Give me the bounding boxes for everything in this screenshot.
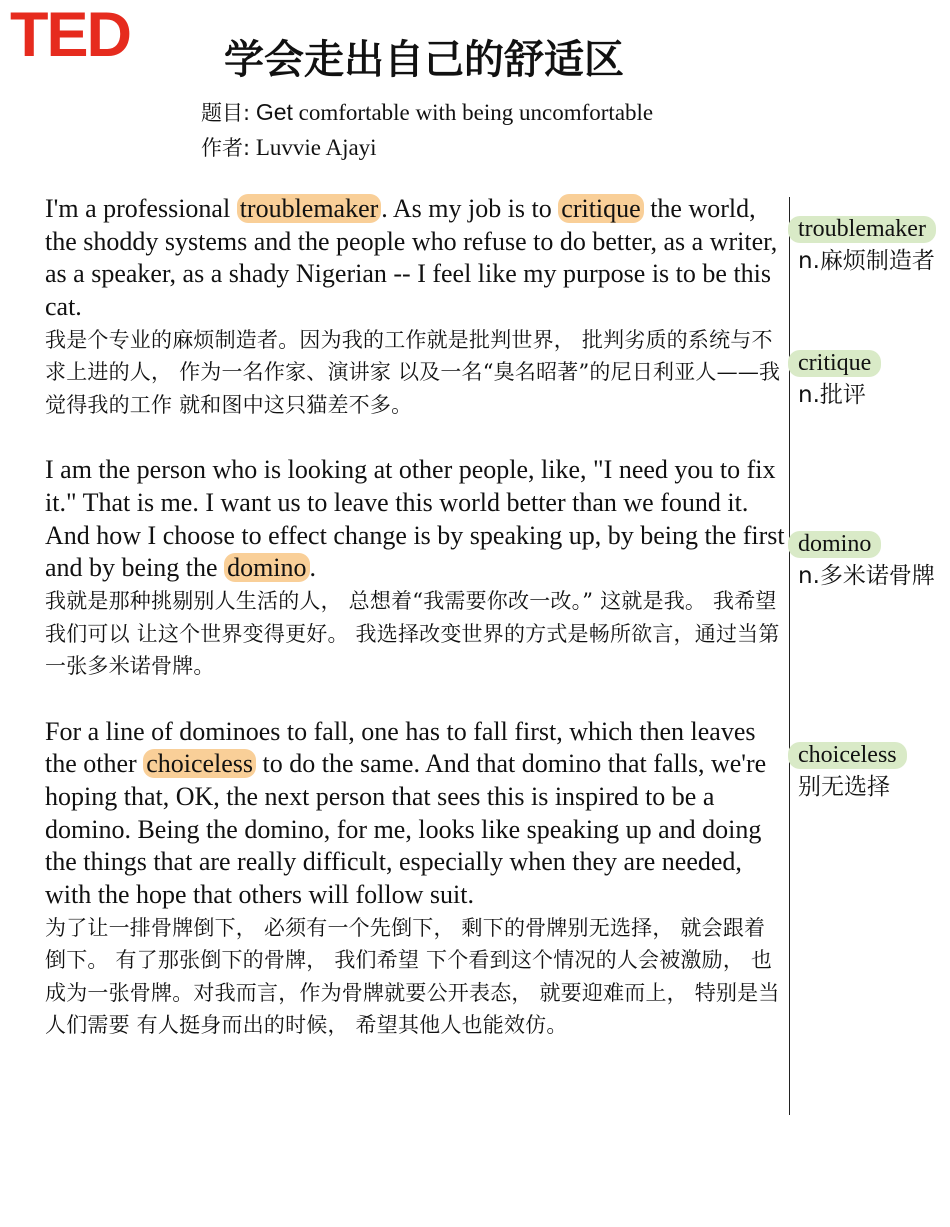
author-value: Luvvie Ajayi [255,135,377,160]
text-segment: . As my job is to [381,194,559,223]
topic-value: comfortable with being uncomfortable [298,100,654,125]
glossary-entry-choiceless [788,742,950,805]
glossary-definition: n.批评 [798,382,866,408]
text-segment: I am the person who is looking at other people, like, "I need you to fix it." That is me. I want us to leave this world better than we found it. And how I choose to effect change is by speaking up, by being the first and by being the [45,455,785,583]
highlight-troublemaker: troublemaker [237,194,382,223]
glossary-term: troublemaker [788,216,936,243]
glossary-term: choiceless [788,742,907,769]
glossary-entry-domino [788,531,950,594]
glossary-definition: n.多米诺骨牌 [798,563,935,589]
paragraph-3 [45,716,785,1042]
page-title: 学会走出自己的舒适区 [224,37,624,83]
text-segment: . [309,553,317,583]
glossary-term: domino [788,531,881,558]
text-segment: I'm a professional [45,194,237,223]
chinese-translation: 我就是那种挑剔别人生活的人， 总想着“我需要你改一改。” 这就是我。 我希望我们可以 让这个世界变得更好。 我选择改变世界的方式是畅所欲言，通过当第一张多米诺骨牌。 [45,589,780,679]
transcript [45,193,785,1075]
highlight-choiceless: choiceless [143,749,256,778]
highlight-domino: domino [224,553,309,582]
talk-author [201,133,377,163]
text-segment: the world, the shoddy systems and the people who refuse to do better, as a writer, as a speaker, as a shady Nigerian -- I feel like my purpose is to be this cat. [45,194,778,322]
english-text [45,454,785,585]
glossary-definition: n.麻烦制造者 [798,248,935,274]
glossary-entry-critique [788,350,950,413]
topic-value-first-word: Get [255,99,293,125]
paragraph-1 [45,193,785,421]
glossary-definition: 别无选择 [798,774,890,800]
glossary-term: critique [788,350,881,377]
author-label: 作者: [201,136,251,160]
glossary-entry-troublemaker [788,216,950,279]
ted-logo: TED [10,0,130,70]
chinese-translation: 为了让一排骨牌倒下， 必须有一个先倒下， 剩下的骨牌别无选择， 就会跟着倒下。 有了那张倒下的骨牌， 我们希望 下个看到这个情况的人会被激励， 也成为一张骨牌。对我而言，作为骨牌就要公开表态， 就要迎难而上， 特别是当人们需要 有人挺身而出的时候， 希望其他人也能效仿。 [45,915,780,1038]
text-segment: to do the same. And that domino that falls, we're hoping that, OK, the next person that sees this is inspired to be a domino. Being the domino, for me, looks like speaking up and doing the things that are really difficult, especially when they are needed, with the hope that others will follow suit. [45,749,767,910]
highlight-critique: critique [558,194,643,223]
english-text [45,193,785,324]
paragraph-2 [45,454,785,682]
column-divider [789,197,790,1115]
english-text [45,716,785,912]
text-segment: For a line of dominoes to fall, one has to fall first, which then leaves the other [45,716,756,779]
topic-label: 题目: [201,101,251,125]
talk-topic [201,97,653,128]
chinese-translation: 我是个专业的麻烦制造者。因为我的工作就是批判世界， 批判劣质的系统与不求上进的人， 作为一名作家、演讲家 以及一名“臭名昭著”的尼日利亚人——我觉得我的工作 就和图中这只猫差不多。 [45,327,781,417]
